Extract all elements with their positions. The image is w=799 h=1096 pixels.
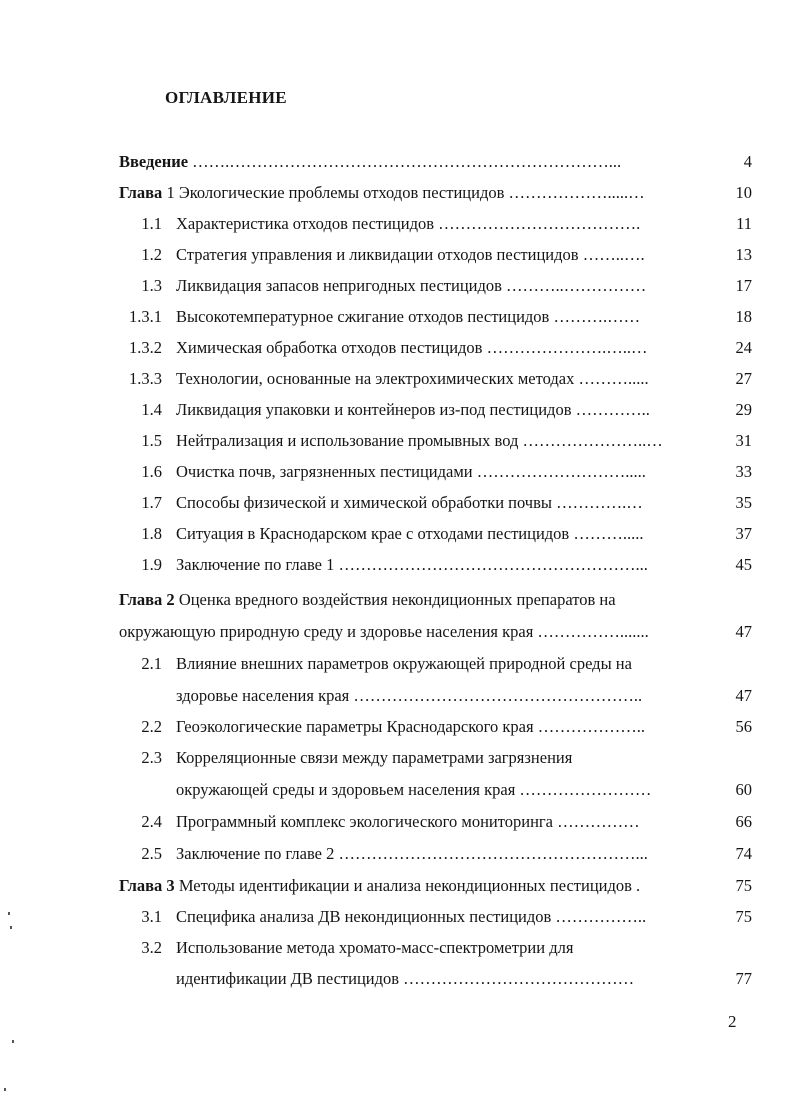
toc-entry [0,746,799,770]
toc-entry-text: Ликвидация упаковки и контейнеров из-под пестицидов ………….. [176,400,650,419]
toc-entry-page: 31 [735,431,752,450]
toc-entry [0,491,799,515]
toc-entry-page: 17 [735,276,752,295]
toc-entry-heading: Глава [119,183,163,202]
toc-entry [0,212,799,236]
toc-entry-page: 29 [735,400,752,419]
toc-entry-text: Заключение по главе 2 ………………………………………………... [176,844,648,863]
toc-entry [0,842,799,866]
toc-entry-text: Химическая обработка отходов пестицидов ………………….…..… [176,338,648,357]
toc-entry-text: здоровье населения края …………………………………………….. [176,686,643,705]
toc-entry-page: 75 [735,876,752,895]
toc-entry-number: 1.2 [141,245,162,264]
toc-entry-title: Методы идентификации и анализа некондиционных пестицидов . [174,876,641,895]
toc-entry [0,652,799,676]
toc-entry-number: 2.1 [141,654,162,673]
toc-entry [0,967,799,991]
toc-entry-text: Программный комплекс экологического мониторинга …………… [176,812,640,831]
toc-entry [0,684,799,708]
toc-entry-page: 27 [735,369,752,388]
toc-entry-page: 47 [735,622,752,641]
toc-entry-text: Способы физической и химической обработки почвы ………….… [176,493,643,512]
toc-entry-number: 1.9 [141,555,162,574]
toc-entry [0,336,799,360]
toc-entry-page: 13 [735,245,752,264]
toc-entry [0,874,799,898]
toc-entry-number: 2.5 [141,844,162,863]
toc-entry-text: окружающую природную среду и здоровье населения края ……………....... [119,622,649,641]
toc-entry [0,905,799,929]
toc-entry-number: 3.1 [141,907,162,926]
toc-entry-number: 1.3.3 [129,369,162,388]
toc-entry-number: 1.8 [141,524,162,543]
toc-entry [0,778,799,802]
toc-entry [0,715,799,739]
page-number: 2 [728,1012,737,1031]
toc-entry-page: 45 [735,555,752,574]
toc-entry-page: 77 [735,969,752,988]
toc-entry-page: 11 [736,214,752,233]
toc-entry-number: 1.5 [141,431,162,450]
toc-entry-number: 1.3.1 [129,307,162,326]
toc-entry-page: 37 [735,524,752,543]
toc-entry-number: 3.2 [141,938,162,957]
toc-entry [0,274,799,298]
toc-entry [0,150,799,174]
toc-entry-text: Геоэкологические параметры Краснодарского края ……………….. [176,717,645,736]
toc-entry [0,460,799,484]
toc-entry-title: …….……………………………………………………………... [188,152,622,171]
toc-entry-page: 4 [743,152,752,171]
toc-entry-page: 47 [735,686,752,705]
toc-entry-text: Корреляционные связи между параметрами загрязнения [176,748,573,767]
toc-entry-number: 1.4 [141,400,162,419]
toc-entry-page: 33 [735,462,752,481]
toc-entry-text: Нейтрализация и использование промывных вод …………………..… [176,431,663,450]
toc-entry-page: 18 [735,307,752,326]
toc-entry [0,620,799,644]
toc-entry-text: Заключение по главе 1 ………………………………………………... [176,555,648,574]
toc-entry-number: 2.4 [141,812,162,831]
toc-entry [0,429,799,453]
toc-entry-page: 60 [735,780,752,799]
toc-entry-text: Ситуация в Краснодарском крае с отходами пестицидов ………..... [176,524,644,543]
toc-entry-text: Использование метода хромато-масс-спектрометрии для [176,938,574,957]
toc-entry-text: Характеристика отходов пестицидов ………………………………. [176,214,641,233]
toc-entry-number: 1.3 [141,276,162,295]
toc-entry-number: 1.3.2 [129,338,162,357]
toc-entry-text [119,150,621,174]
toc-entry-page: 74 [735,844,752,863]
toc-entry [0,588,799,612]
toc-entry-text: Ликвидация запасов непригодных пестицидов ………..…………… [176,276,647,295]
toc-entry-text: идентификации ДВ пестицидов …………………………………… [176,969,635,988]
toc-entry-heading: Глава 3 [119,876,175,895]
toc-entry-text: Стратегия управления и ликвидации отходов пестицидов ……..…. [176,245,645,264]
toc-entry-heading: Введение [119,152,189,171]
toc-entry-number: 1.1 [141,214,162,233]
toc-entry-text [119,181,645,205]
toc-entry-title: 1 Экологические проблемы отходов пестицидов ……………….....… [162,183,645,202]
toc-entry [0,243,799,267]
toc-entry [0,936,799,960]
toc-entry-number: 1.6 [141,462,162,481]
toc-entry-page: 66 [735,812,752,831]
toc-entry-number: 2.2 [141,717,162,736]
toc-entry [0,367,799,391]
toc-entry [0,553,799,577]
toc-entry [0,398,799,422]
toc-entry-number: 1.7 [141,493,162,512]
toc-entry-page: 75 [735,907,752,926]
toc-entry-text [119,874,640,898]
toc-entry-page: 56 [735,717,752,736]
toc-entry-title: Оценка вредного воздействия некондиционных препаратов на [174,590,616,609]
toc-entry [0,305,799,329]
toc-entry [0,181,799,205]
toc-entry-page: 35 [735,493,752,512]
toc-entry-text: Специфика анализа ДВ некондиционных пестицидов …………….. [176,907,647,926]
page-title: ОГЛАВЛЕНИЕ [165,88,287,107]
toc-entry [0,810,799,834]
toc-entry-heading: Глава 2 [119,590,175,609]
toc-entry-page: 10 [735,183,752,202]
toc-entry-text: Очистка почв, загрязненных пестицидами ………………………..... [176,462,646,481]
toc-entry-text: Высокотемпературное сжигание отходов пестицидов ……….…… [176,307,641,326]
toc-entry-number: 2.3 [141,748,162,767]
toc-entry-text: Влияние внешних параметров окружающей природной среды на [176,654,632,673]
toc-entry [0,522,799,546]
toc-entry-text: Технологии, основанные на электрохимических методах ………..... [176,369,649,388]
toc-entry-page: 24 [735,338,752,357]
toc-entry-text: окружающей среды и здоровьем населения края …………………… [176,780,652,799]
toc-entry-text [119,588,616,612]
